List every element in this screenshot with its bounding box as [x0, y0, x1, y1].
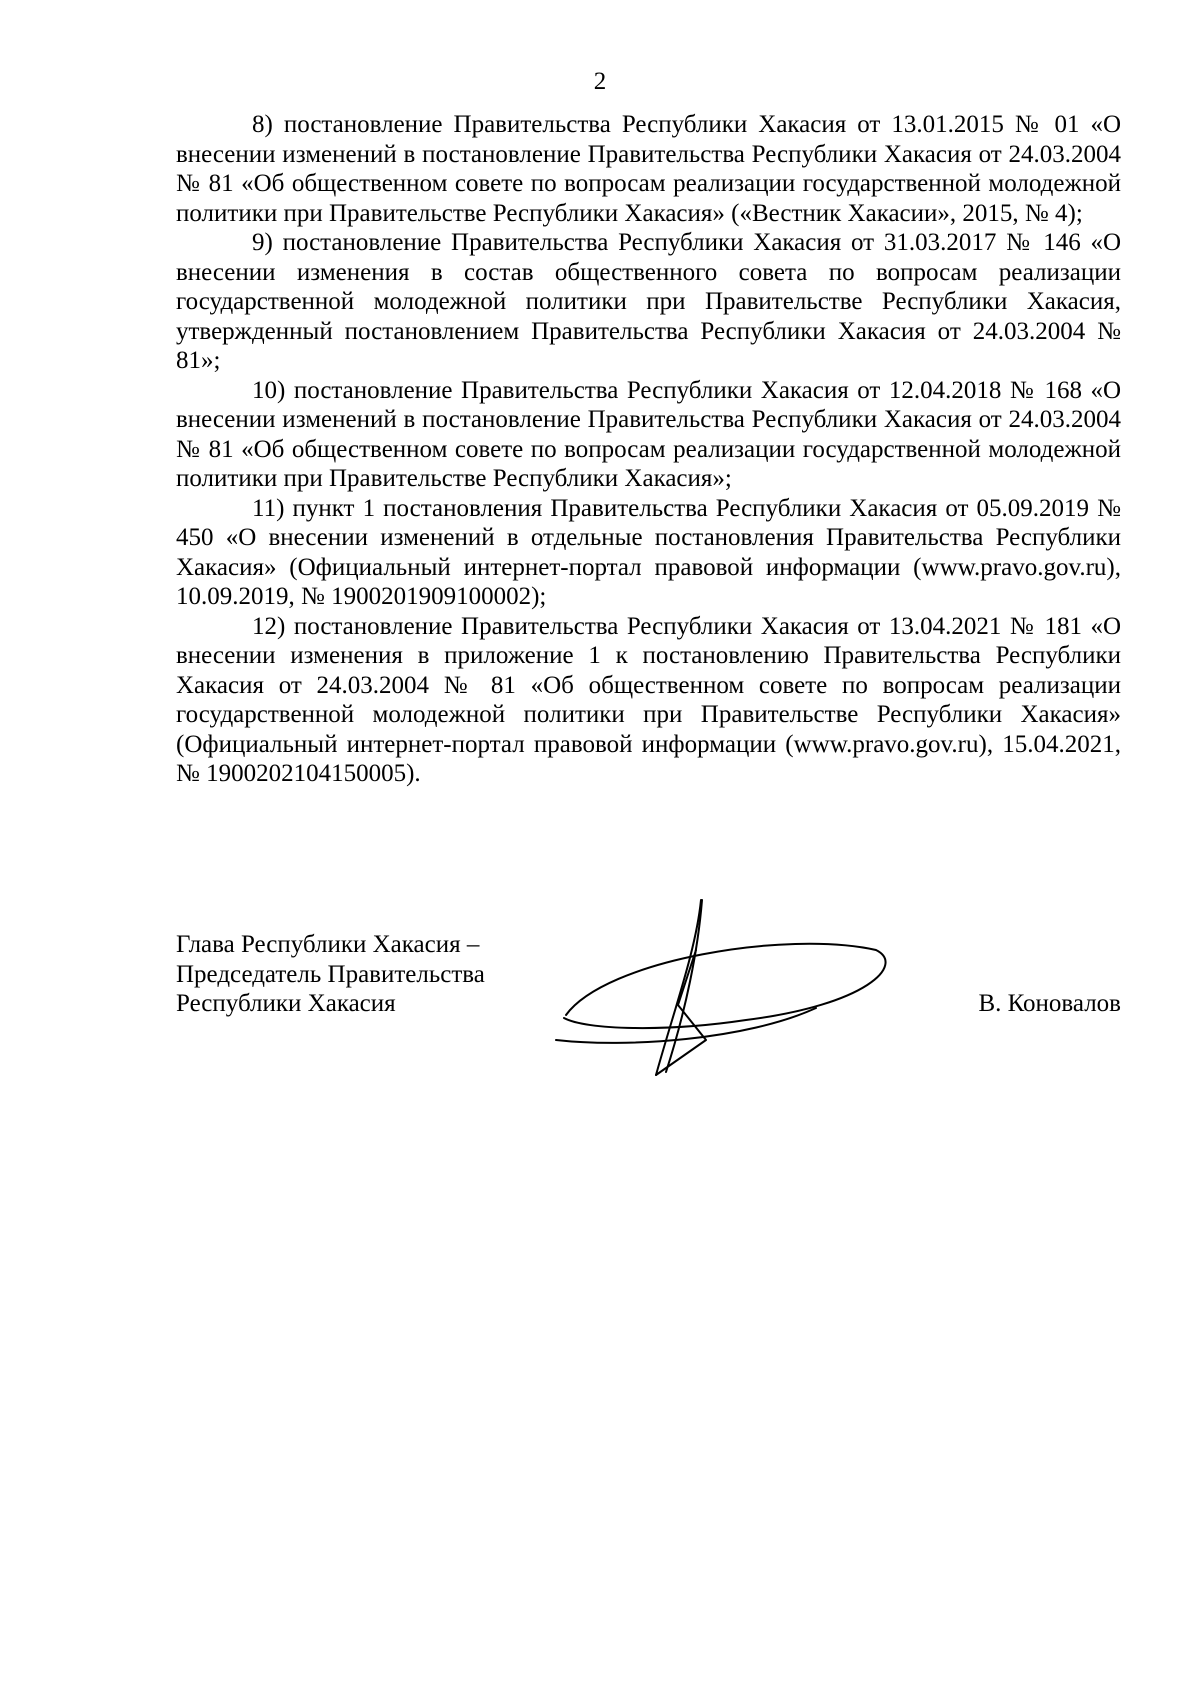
document-body [176, 110, 1121, 789]
list-item-10: 10) постановление Правительства Республики Хакасия от 12.04.2018 № 168 «О внесении изменений в постановление Правительства Республики Хакасия от 24.03.2004 № 81 «Об общественном совете по вопросам реализации государственной молодежной политики при Правительстве Республики Хакасия»; [176, 376, 1121, 492]
signer-title-line: Глава Республики Хакасия – [176, 931, 480, 958]
signer-title [176, 930, 485, 1019]
page-number: 2 [593, 68, 607, 95]
list-item-11: 11) пункт 1 постановления Правительства Республики Хакасия от 05.09.2019 № 450 «О внесении изменений в отдельные постановления Правительства Республики Хакасия» (Официальный интернет-портал правовой информации (www.pravo.gov.ru), 10.09.2019, № 1900201909100002); [176, 494, 1121, 610]
signer-title-line: Председатель Правительства [176, 960, 485, 988]
list-item-12: 12) постановление Правительства Республики Хакасия от 13.04.2021 № 181 «О внесении изменения в приложение 1 к постановлению Правительства Республики Хакасия от 24.03.2004 № 81 «Об общественном совете по вопросам реализации государственной молодежной политики при Правительстве Республики Хакасия» (Официальный интернет-портал правовой информации (www.pravo.gov.ru), 15.04.2021, № 1900202104150005). [176, 612, 1121, 787]
handwritten-signature [546, 890, 906, 1080]
list-item-8: 8) постановление Правительства Республики Хакасия от 13.01.2015 № 01 «О внесении изменений в постановление Правительства Республики Хакасия от 24.03.2004 № 81 «Об общественном совете по вопросам реализации государственной молодежной политики при Правительстве Республики Хакасия» («Вестник Хакасии», 2015, № 4); [176, 111, 1121, 227]
signer-name: В. Коновалов [978, 990, 1121, 1017]
list-item-9: 9) постановление Правительства Республики Хакасия от 31.03.2017 № 146 «О внесении изменения в состав общественного совета по вопросам реализации государственной молодежной политики при Правительстве Республики Хакасия, утвержденный постановлением Правительства Республики Хакасия от 24.03.2004 № 81»; [176, 229, 1121, 374]
signer-title-line: Республики Хакасия [176, 990, 396, 1017]
signature-block [176, 930, 1121, 1090]
